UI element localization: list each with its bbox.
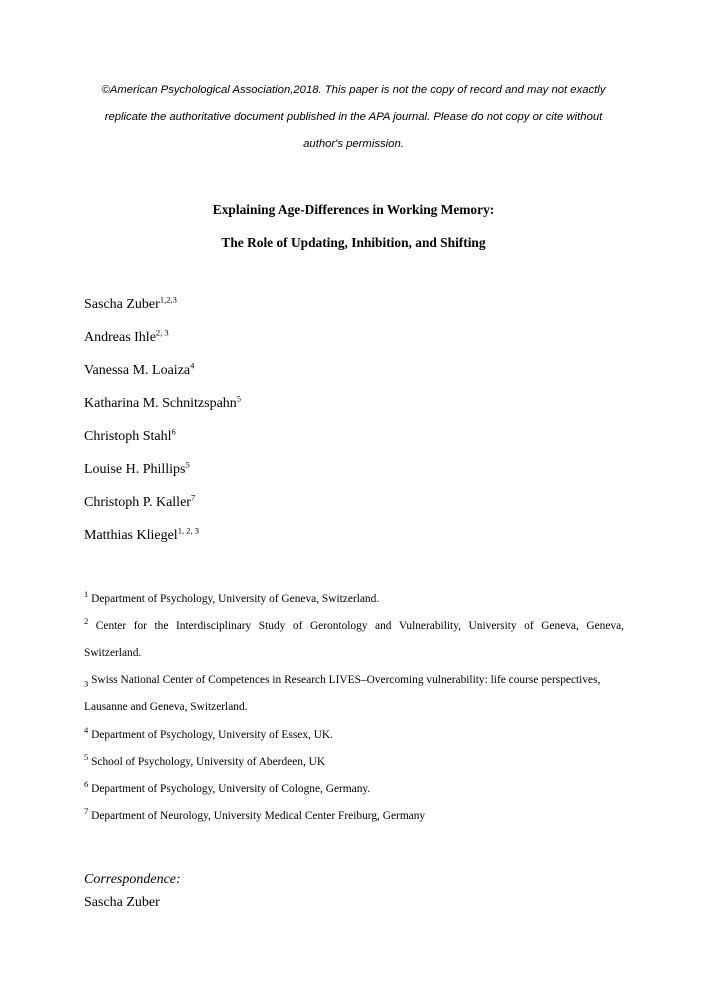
copyright-notice-line-1: ©American Psychological Association,2018. This paper is not the copy of record and may not exactly — [101, 84, 606, 96]
author-name: Sascha Zuber$^{1,2,3}$ — [84, 294, 177, 312]
author-name: Vanessa M. Loaiza$^4$ — [84, 360, 195, 378]
author-affiliation-marker: 1, 2, 3 — [177, 525, 199, 536]
affiliation-4: $^4$ Department of Psychology, University of Essex, UK. — [84, 725, 334, 741]
affiliation-3-continued: Lausanne and Geneva, Switzerland. — [84, 701, 248, 713]
author-affiliation-marker: 4 — [190, 360, 195, 371]
paper-title-line-1: Explaining Age-Differences in Working Memory: — [212, 202, 495, 217]
affiliation-5: $^5$ School of Psychology, University of Aberdeen, UK — [84, 752, 326, 768]
author-affiliation-marker: 6 — [171, 426, 176, 437]
copyright-notice-line-2: replicate the authoritative document published in the APA journal. Please do not copy or cite without — [104, 111, 603, 123]
affiliation-3: $^3$ Swiss National Center of Competences in Research LIVES–Overcoming vulnerability: life course perspectives, — [84, 674, 601, 689]
affiliation-7: $^7$ Department of Neurology, University Medical Center Freiburg, Germany — [84, 806, 426, 822]
author-affiliation-marker: 5 — [236, 393, 242, 404]
author-name: Louise H. Phillips$^5$ — [84, 459, 190, 477]
correspondence-name: Sascha Zuber — [84, 895, 160, 910]
author-name: Matthias Kliegel$^{1, 2, 3}$ — [84, 525, 199, 543]
author-affiliation-marker: 1,2,3 — [159, 294, 177, 305]
author-name: Christoph Stahl$^6$ — [84, 426, 176, 444]
affiliation-2-continued: Switzerland. — [84, 647, 142, 659]
author-name: Katharina M. Schnitzspahn$^5$ — [84, 393, 242, 411]
affiliation-2: $^2$ Center for the Interdisciplinary Study of Gerontology and Vulnerability, University of Geneva, Geneva, — [84, 616, 624, 632]
correspondence-heading: Correspondence: — [84, 872, 181, 887]
affiliation-1: $^1$ Department of Psychology, University of Geneva, Switzerland. — [84, 589, 380, 605]
copyright-notice-line-3: author's permission. — [303, 138, 404, 150]
author-affiliation-marker: 5 — [185, 459, 190, 470]
affiliation-6: $^6$ Department of Psychology, University of Cologne, Germany. — [84, 779, 371, 795]
author-name: Christoph P. Kaller$^7$ — [84, 492, 196, 510]
author-name: Andreas Ihle$^{2, 3}$ — [84, 327, 169, 345]
author-affiliation-marker: 2, 3 — [155, 327, 169, 338]
paper-title-line-2: The Role of Updating, Inhibition, and Shifting — [221, 235, 486, 250]
author-affiliation-marker: 7 — [190, 492, 196, 503]
